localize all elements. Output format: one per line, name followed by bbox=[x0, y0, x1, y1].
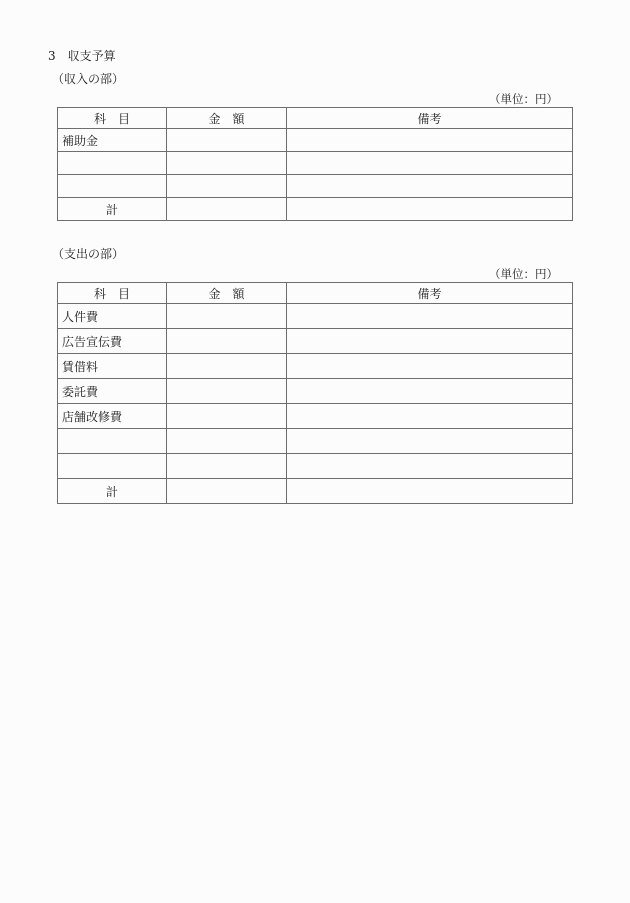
amount-cell[interactable] bbox=[167, 379, 287, 404]
note-cell[interactable] bbox=[287, 404, 573, 429]
header-item: 科 目 bbox=[58, 283, 167, 304]
note-cell[interactable] bbox=[287, 175, 573, 198]
total-row bbox=[58, 479, 573, 504]
amount-cell[interactable] bbox=[167, 175, 287, 198]
income-unit-label: （単位：円） bbox=[489, 92, 558, 106]
table-row bbox=[58, 429, 573, 454]
total-amount-cell[interactable] bbox=[167, 198, 287, 221]
table-row bbox=[58, 175, 573, 198]
item-cell[interactable]: 賃借料 bbox=[58, 354, 167, 379]
amount-cell[interactable] bbox=[167, 129, 287, 152]
note-cell[interactable] bbox=[287, 354, 573, 379]
total-label: 計 bbox=[58, 198, 167, 221]
item-cell[interactable] bbox=[58, 429, 167, 454]
table-row bbox=[58, 329, 573, 354]
item-cell[interactable]: 店舗改修費 bbox=[58, 404, 167, 429]
note-cell[interactable] bbox=[287, 429, 573, 454]
note-cell[interactable] bbox=[287, 129, 573, 152]
header-note: 備考 bbox=[287, 283, 573, 304]
table-row bbox=[58, 129, 573, 152]
amount-cell[interactable] bbox=[167, 152, 287, 175]
item-cell[interactable]: 人件費 bbox=[58, 304, 167, 329]
note-cell[interactable] bbox=[287, 152, 573, 175]
amount-cell[interactable] bbox=[167, 354, 287, 379]
amount-cell[interactable] bbox=[167, 454, 287, 479]
total-row bbox=[58, 198, 573, 221]
income-table bbox=[57, 107, 573, 221]
section-title: 3 収支予算 bbox=[48, 49, 116, 63]
header-amount: 金 額 bbox=[167, 283, 287, 304]
note-cell[interactable] bbox=[287, 379, 573, 404]
income-section-title: （収入の部） bbox=[52, 72, 125, 86]
total-note-cell[interactable] bbox=[287, 479, 573, 504]
expense-header-row bbox=[58, 283, 573, 304]
item-cell[interactable]: 委託費 bbox=[58, 379, 167, 404]
table-row bbox=[58, 454, 573, 479]
table-row bbox=[58, 379, 573, 404]
note-cell[interactable] bbox=[287, 329, 573, 354]
amount-cell[interactable] bbox=[167, 429, 287, 454]
table-row bbox=[58, 404, 573, 429]
header-item: 科 目 bbox=[58, 108, 167, 129]
header-amount: 金 額 bbox=[167, 108, 287, 129]
item-cell[interactable]: 補助金 bbox=[58, 129, 167, 152]
income-header-row bbox=[58, 108, 573, 129]
header-note: 備考 bbox=[287, 108, 573, 129]
item-cell[interactable] bbox=[58, 454, 167, 479]
note-cell[interactable] bbox=[287, 304, 573, 329]
table-row bbox=[58, 152, 573, 175]
expense-section-title: （支出の部） bbox=[52, 247, 125, 261]
amount-cell[interactable] bbox=[167, 404, 287, 429]
amount-cell[interactable] bbox=[167, 304, 287, 329]
total-label: 計 bbox=[58, 479, 167, 504]
expense-table bbox=[57, 282, 573, 504]
item-cell[interactable] bbox=[58, 175, 167, 198]
total-note-cell[interactable] bbox=[287, 198, 573, 221]
total-amount-cell[interactable] bbox=[167, 479, 287, 504]
table-row bbox=[58, 354, 573, 379]
expense-unit-label: （単位：円） bbox=[489, 267, 558, 281]
table-row bbox=[58, 304, 573, 329]
note-cell[interactable] bbox=[287, 454, 573, 479]
item-cell[interactable]: 広告宣伝費 bbox=[58, 329, 167, 354]
item-cell[interactable] bbox=[58, 152, 167, 175]
amount-cell[interactable] bbox=[167, 329, 287, 354]
